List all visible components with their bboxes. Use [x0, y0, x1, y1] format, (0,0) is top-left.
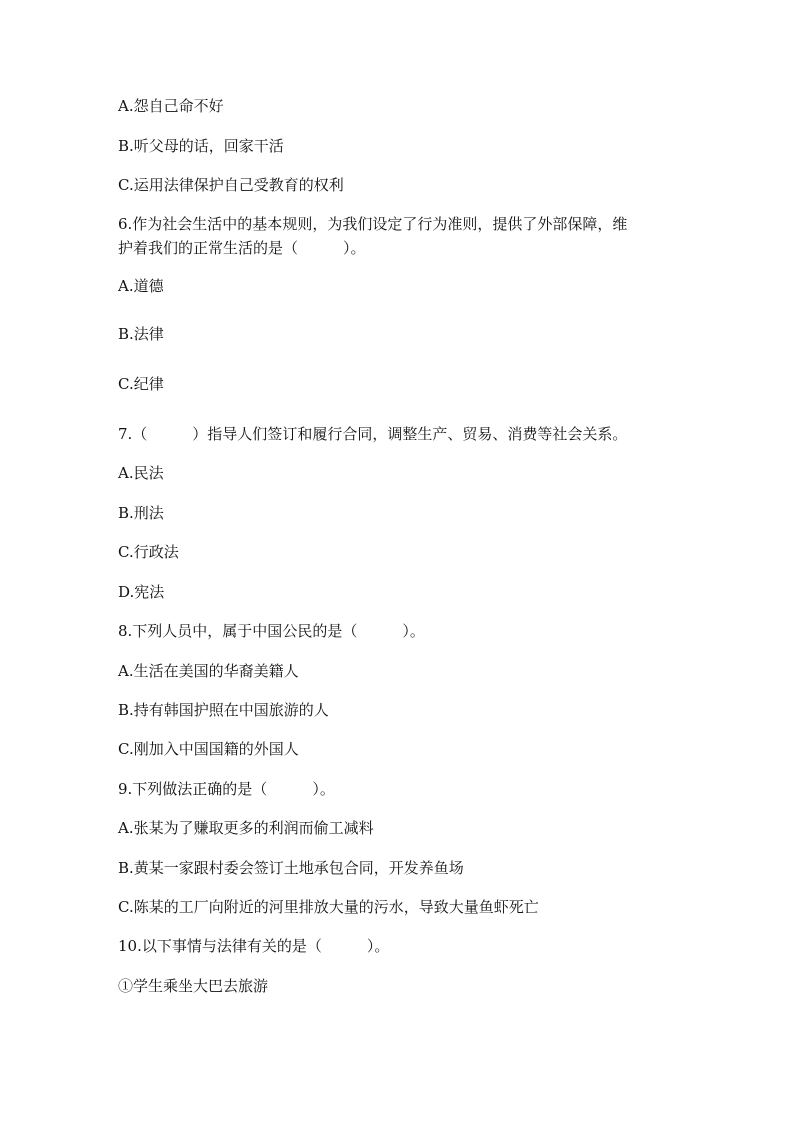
q6-option-c: C.纪律: [118, 375, 164, 393]
q6-question-line1: 6.作为社会生活中的基本规则，为我们设定了行为准则，提供了外部保障，维: [118, 215, 628, 233]
q6-question-line2: 护着我们的正常生活的是（ ）。: [118, 239, 366, 257]
q6-option-a: A.道德: [118, 277, 164, 295]
q7-option-a: A.民法: [118, 464, 164, 482]
q9-option-c: C.陈某的工厂向附近的河里排放大量的污水，导致大量鱼虾死亡: [118, 898, 539, 916]
q7-option-c: C.行政法: [118, 543, 179, 561]
q7-question: 7.（ ）指导人们签订和履行合同，调整生产、贸易、消费等社会关系。: [118, 425, 628, 443]
q5-option-b: B.听父母的话，回家干活: [118, 137, 284, 155]
q10-question: 10.以下事情与法律有关的是（ ）。: [118, 937, 390, 955]
q8-option-b: B.持有韩国护照在中国旅游的人: [118, 701, 329, 719]
q6-option-b: B.法律: [118, 325, 164, 343]
q9-question: 9.下列做法正确的是（ ）。: [118, 780, 335, 798]
q7-option-d: D.宪法: [118, 583, 165, 601]
q5-option-c: C.运用法律保护自己受教育的权利: [118, 176, 344, 194]
q9-option-b: B.黄某一家跟村委会签订土地承包合同，开发养鱼场: [118, 859, 464, 877]
q5-option-a: A.怨自己命不好: [118, 97, 224, 115]
q9-option-a: A.张某为了赚取更多的利润而偷工减料: [118, 819, 374, 837]
q7-option-b: B.刑法: [118, 504, 164, 522]
q10-item-1: ①学生乘坐大巴去旅游: [118, 977, 269, 995]
q8-option-c: C.刚加入中国国籍的外国人: [118, 740, 299, 758]
q8-question: 8.下列人员中，属于中国公民的是（ ）。: [118, 622, 425, 640]
q8-option-a: A.生活在美国的华裔美籍人: [118, 662, 299, 680]
